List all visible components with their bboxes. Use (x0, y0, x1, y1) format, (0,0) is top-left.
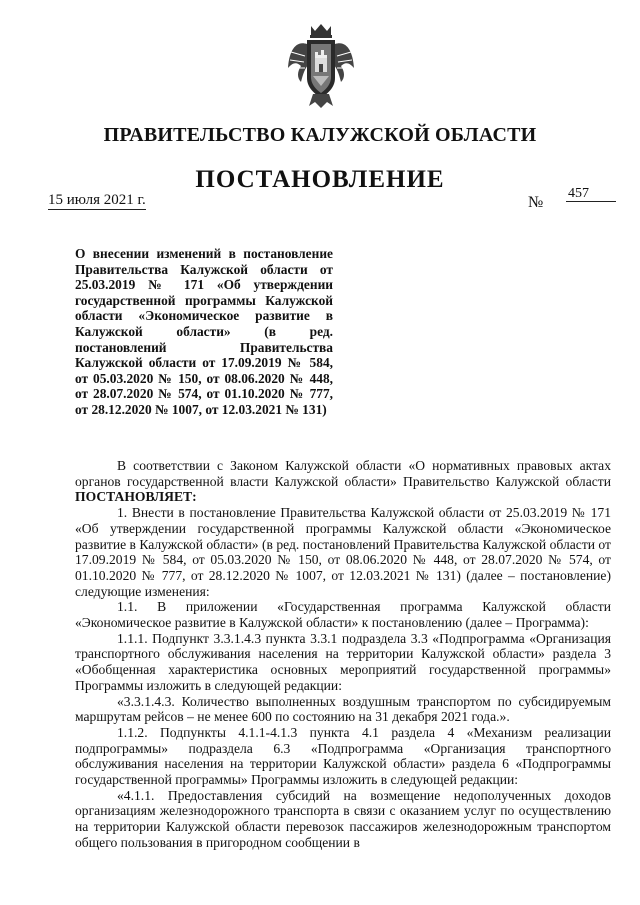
document-type-title: ПОСТАНОВЛЕНИЕ (195, 166, 445, 193)
subject-text: О внесении изменений в постановление Правительства Калужской области от 25.03.2019 № 171 «Об утверждении государственной программы Калужской области «Экономическое развитие в Калужской области» (в ред. постановлений Правительства Калужской области от 17.09.2019 № 584, от 05.03.2020 № 150, от 08.06.2020 № 448, от 28.07.2020 № 574, от 01.10.2020 № 777, от 28.12.2020 № 1007, от 12.03.2021 № 131) (75, 246, 333, 417)
body-paragraph: 1.1.1. Подпункт 3.3.1.4.3 пункта 3.3.1 подраздела 3.3 «Подпрограмма «Организация транспортного обслуживания населения на территории Калужской области» раздела 3 «Обобщенная характеристика основных мероприятий государственной программы» Программы изложить в следующей редакции: (75, 630, 611, 693)
body-paragraph (75, 458, 611, 505)
coat-of-arms-icon (285, 22, 357, 108)
body-paragraph: «4.1.1. Предоставления субсидий на возмещение недополученных доходов организациям железнодорожного транспорта в связи с оказанием услуг по осуществлению на территории Калужской области перевозок пассажиров железнодорожным транспортом общего пользования в пригородном сообщении в (75, 787, 611, 850)
body-paragraph: 1. Внести в постановление Правительства Калужской области от 25.03.2019 № 171 «Об утверждении государственной программы Калужской области «Экономическое развитие в Калужской области» (в ред. постановлений Правительства Калужской области от 17.09.2019 № 584, от 05.03.2020 № 150, от 08.06.2020 № 448, от 28.07.2020 № 574, от 01.10.2020 № 777, от 28.12.2020 № 1007, от 12.03.2021 № 131) (далее – постановление) следующие изменения: (75, 505, 611, 599)
document-number: 457 (566, 186, 616, 202)
body-paragraph: 1.1.2. Подпункты 4.1.1-4.1.3 пункта 4.1 раздела 4 «Механизм реализации подпрограммы» подраздела 6.3 «Подпрограмма «Организация транспортного обслуживания населения на территории Калужской области» раздела 6 «Подпрограммы государственной программы» Программы изложить в следующей редакции: (75, 724, 611, 788)
document-date: 15 июля 2021 г. (48, 192, 146, 208)
resolves-keyword: ПОСТАНОВЛЯЕТ: (75, 489, 197, 505)
body-paragraph: 1.1. В приложении «Государственная программа Калужской области «Экономическое развитие в Калужской области» к постановлению (далее – Программа): (75, 599, 611, 631)
document-body (75, 458, 611, 851)
document-subject (75, 246, 333, 418)
document-number-label: № (528, 194, 544, 211)
organization-title: ПРАВИТЕЛЬСТВО КАЛУЖСКОЙ ОБЛАСТИ (103, 124, 537, 146)
body-paragraph: «3.3.1.4.3. Количество выполненных воздушным транспортом по субсидируемым маршрутам рейсов – не менее 600 по состоянию на 31 декабря 2021 года.». (75, 693, 611, 725)
preamble-text: В соответствии с Законом Калужской области «О нормативных правовых актах органов государственной власти Калужской области» Правительство Калужской области (75, 458, 611, 489)
